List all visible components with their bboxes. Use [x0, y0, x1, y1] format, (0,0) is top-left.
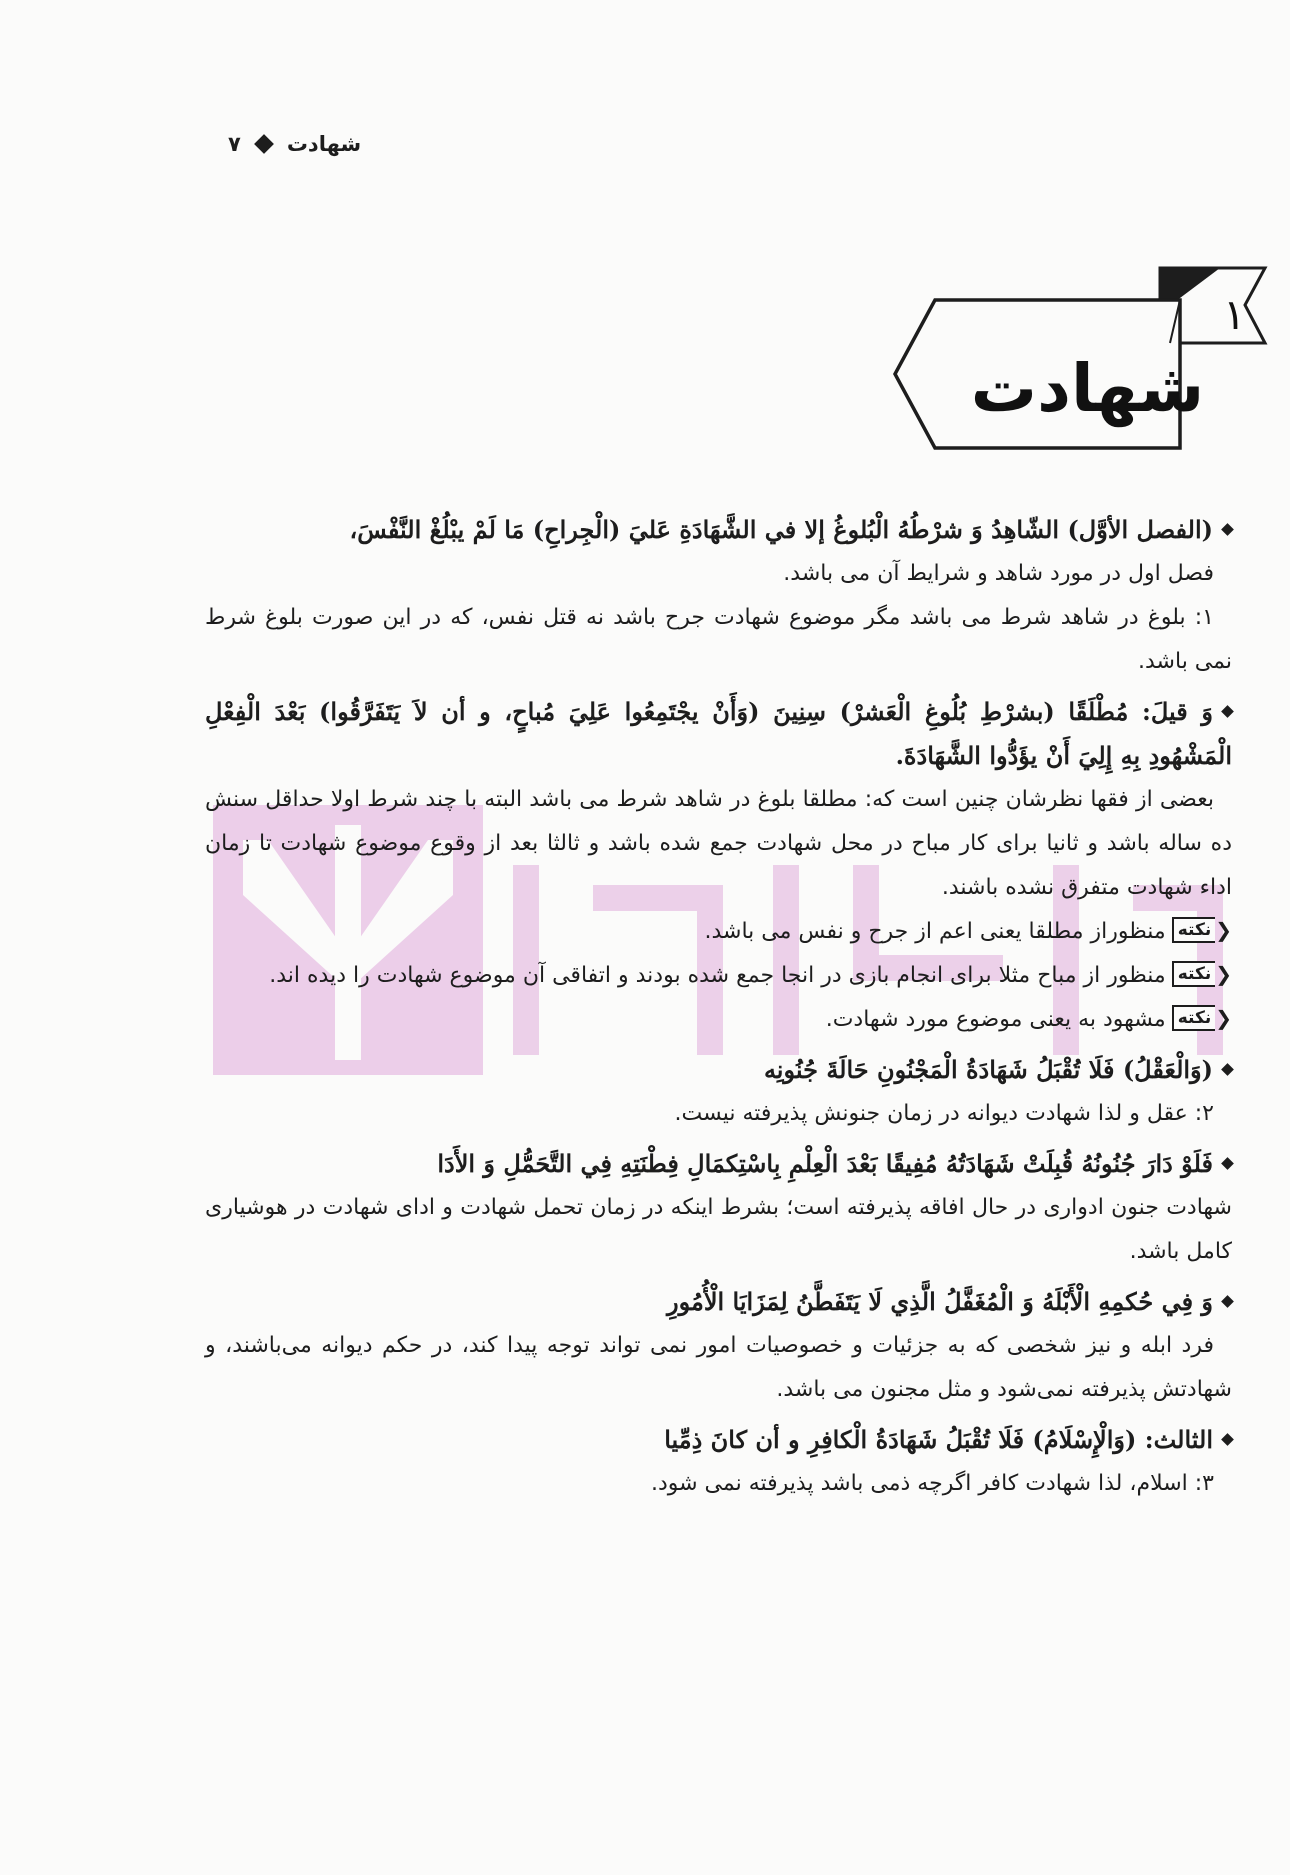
note-tag — [1172, 1005, 1232, 1031]
persian-explanation-3: بعضی از فقها نظرشان چنین است که: مطلقا بلوغ در شاهد شرط می باشد البته با چند شرط اولا حداقل سنش ده ساله باشد و ثانیا برای کار مباح در محل شهادت جمع شده باشد و ثالثا بعد از وقوع موضوع شهادت تا زمان اداء شهادت متفرق نشده باشند. — [205, 787, 1232, 900]
note-tag — [1172, 961, 1232, 987]
note-arrow-icon: ❮ — [1215, 1006, 1232, 1030]
arabic-passage-1 — [205, 508, 1232, 552]
persian-explanation-2: ۱: بلوغ در شاهد شرط می باشد مگر موضوع شهادت جرح باشد نه قتل نفس، که در این صورت بلوغ شرط نمی باشد. — [205, 605, 1232, 674]
page-number: ۷ — [228, 132, 241, 156]
note-arrow-icon: ❮ — [1215, 918, 1232, 942]
diamond-icon — [254, 134, 274, 154]
note-label: نکته — [1172, 917, 1216, 943]
persian-explanation-5: شهادت جنون ادواری در حال افاقه پذیرفته است؛ بشرط اینکه در زمان تحمل شهادت و ادای شهادت در هوشیاری کامل باشد. — [205, 1195, 1232, 1264]
arabic-passage-4 — [205, 1142, 1232, 1186]
note-label: نکته — [1172, 961, 1216, 987]
arabic-passage-text: فَلَوْ دَارَ جُنُونُهُ قُبِلَتْ شَهَادَتُهُ مُفِيقًا بَعْدَ الْعِلْمِ بِاسْتِكمَالِ فِطْنَتِهِ فِي التَّحَمُّلِ وَ الأَدَا — [437, 1149, 1213, 1178]
note-text: مشهود به یعنی موضوع مورد شهادت. — [825, 1007, 1166, 1032]
arabic-passage-3 — [205, 1048, 1232, 1092]
note-tag — [1172, 917, 1232, 943]
arabic-passage-text: وَ قيلَ: مُطْلَقًا (بشرْطِ بُلُوغِ الْعَشرْ) سِنِينَ (وَأَنْ يجْتَمِعُوا عَلِيَ مُباحٍ، و أن لاَ يَتَفَرَّقُوا) بَعْدَ الْفِعْلِ الْمَشْهُودِ بِهِ إِلِيَ أَنْ يؤَدُّوا الشَّهَادَةَ. — [205, 697, 1232, 770]
chapter-title: شهادت — [970, 350, 1205, 427]
note-arrow-icon: ❮ — [1215, 962, 1232, 986]
running-head — [228, 132, 361, 156]
note-3 — [205, 998, 1232, 1042]
persian-explanation-4: ۲: عقل و لذا شهادت دیوانه در زمان جنونش پذیرفته نیست. — [674, 1101, 1214, 1126]
diamond-bullet-icon — [1221, 1157, 1234, 1170]
diamond-bullet-icon — [1221, 705, 1234, 718]
diamond-bullet-icon — [1221, 523, 1234, 536]
persian-explanation-6: فرد ابله و نیز شخصی که به جزئیات و خصوصیات امور نمی تواند توجه پیدا کند، در حکم دیوانه می‌باشند، و شهادتش پذیرفته نمی‌شود و مثل مجنون می باشد. — [205, 1333, 1232, 1402]
arabic-passage-text: (الفصل الأوَّل) الشّاهِدُ وَ شرْطُهُ الْبُلوغُ إلا في الشَّهَادَةِ عَليَ (الْجِراحِ) مَا لَمْ يبْلُغْ النَّفْسَ، — [349, 515, 1213, 544]
arabic-passage-6 — [205, 1418, 1232, 1462]
arabic-passage-5 — [205, 1280, 1232, 1324]
persian-explanation-7: ۳: اسلام، لذا شهادت کافر اگرچه ذمی باشد پذیرفته نمی شود. — [650, 1471, 1214, 1496]
chapter-number: ۱ — [1223, 290, 1246, 339]
note-text: منظوراز مطلقا یعنی اعم از جرح و نفس می باشد. — [704, 919, 1166, 944]
note-1 — [205, 910, 1232, 954]
arabic-passage-2 — [205, 690, 1232, 778]
note-text: منظور از مباح مثلا برای انجام بازی در انجا جمع شده بودند و اتفاقی آن موضوع شهادت را دیده اند. — [269, 963, 1166, 988]
note-label: نکته — [1172, 1005, 1216, 1031]
diamond-bullet-icon — [1221, 1295, 1234, 1308]
diamond-bullet-icon — [1221, 1433, 1234, 1446]
arabic-passage-text: (وَالْعَقْلُ) فَلَا تُقْبَلُ شَهَادَةُ الْمَجْنُونِ حَالَةَ جُنُونِه — [763, 1055, 1213, 1084]
arabic-passage-text: وَ فِي حُكمِهِ الْأَبْلَهُ وَ الْمُغَفَّلُ الَّذِي لَا يَتَفَطَّنُ لِمَزَايَا الْأُمُورِ — [667, 1287, 1213, 1316]
body-content — [205, 508, 1232, 1506]
running-head-title: شهادت — [286, 132, 362, 156]
note-2 — [205, 954, 1232, 998]
arabic-passage-text: الثالث: (وَالْإِسْلَامُ) فَلَا تُقْبَلُ شَهَادَةُ الْكافِرِ و أن كانَ ذِمِّيا — [664, 1425, 1213, 1454]
persian-explanation-1: فصل اول در مورد شاهد و شرايط آن می باشد. — [783, 561, 1214, 586]
diamond-bullet-icon — [1221, 1063, 1234, 1076]
